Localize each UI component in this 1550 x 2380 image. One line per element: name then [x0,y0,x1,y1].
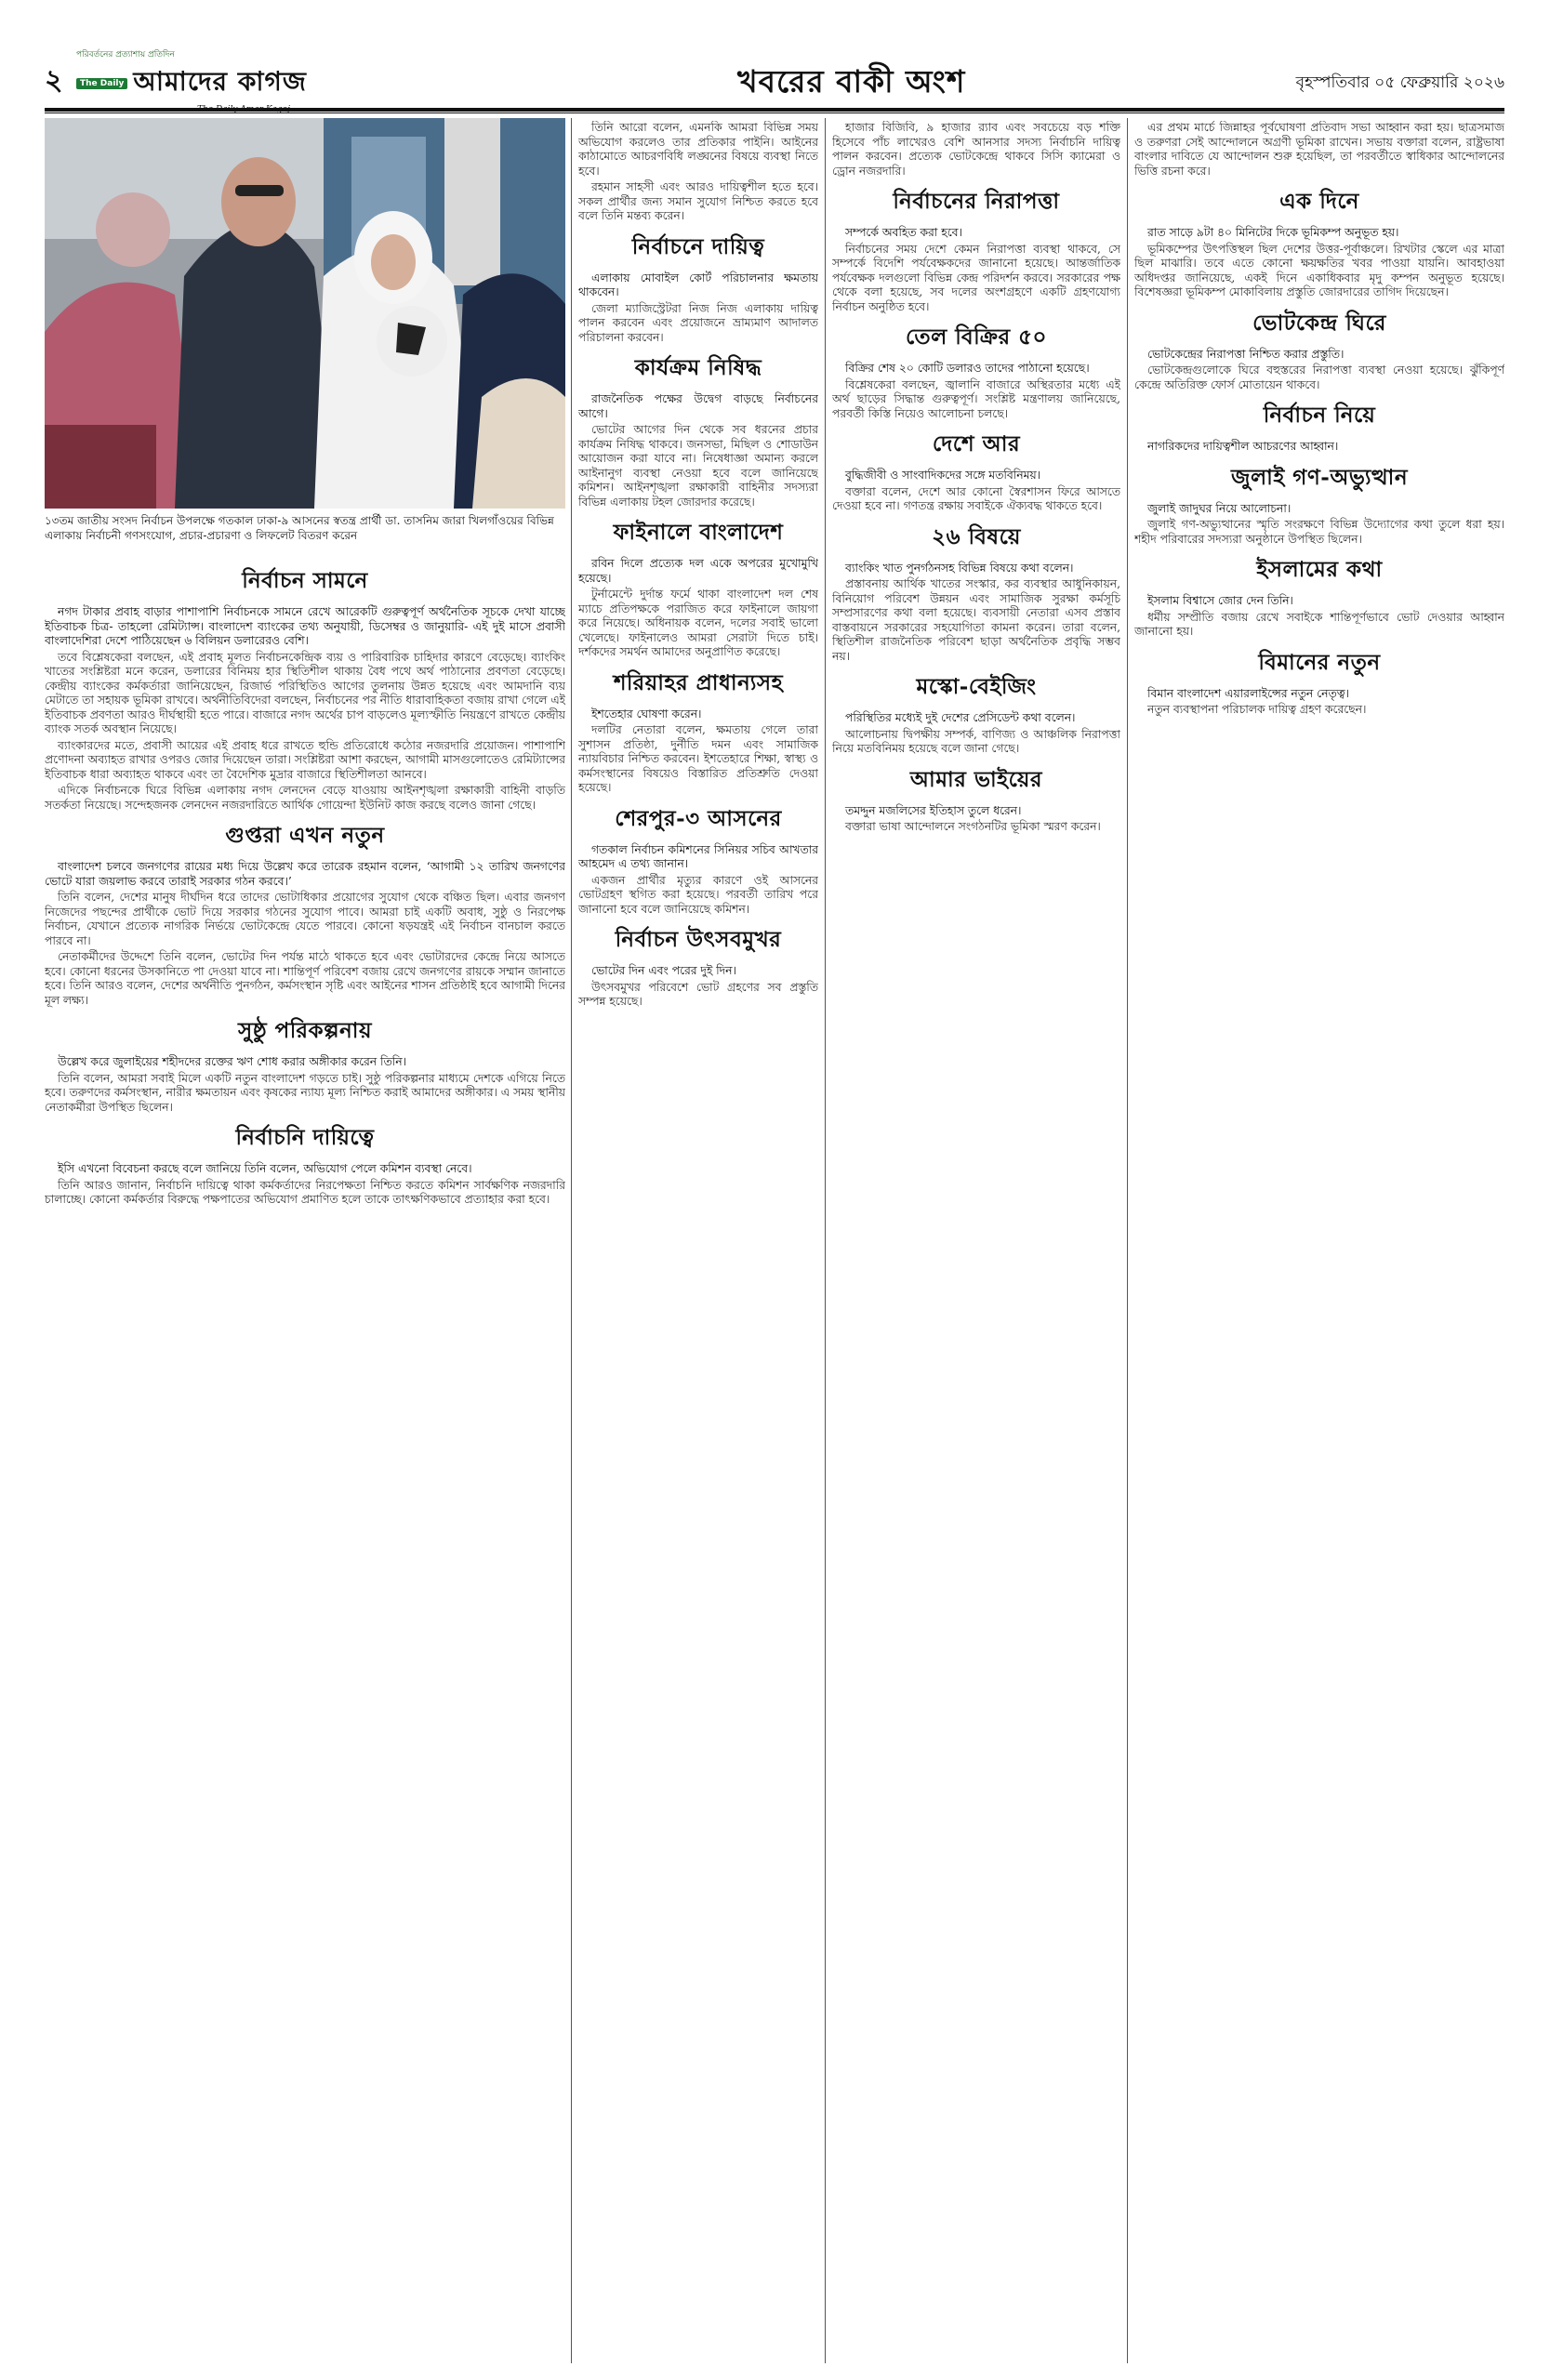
article: ভোটকেন্দ্র ঘিরে ভোটকেন্দ্রের নিরাপত্তা নিশ্চিত করার প্রস্তুতি। ভোটকেন্দ্রগুলোকে ঘিরে বহুস্তরের নিরাপত্তা ব্যবস্থা নেওয়া হয়েছে। ঝুঁকিপূর্ণ কেন্দ্রে অতিরিক্ত ফোর্স মোতায়েন থাকবে। [1134,306,1504,393]
article-text: রাত সাড়ে ৯টা ৪০ মিনিটের দিকে ভূমিকম্প অনুভূত হয়। [1147,226,1399,239]
article-text: নাগরিকদের দায়িত্বশীল আচরণের আহ্বান। [1147,440,1339,453]
article-headline[interactable]: বিমানের নতুন [1258,649,1381,675]
article-text: ভোটকেন্দ্রের নিরাপত্তা নিশ্চিত করার প্রস্তুতি। [1147,347,1345,361]
column-2: তিনি আরো বলেন, এমনকি আমরা বিভিন্ন সময় অভিযোগ করলেও তার প্রতিকার পাইনি। আইনের কাঠামোতে আচরণবিধি লঙ্ঘনের বিষয়ে ব্যবস্থা নিতে হবে। রহমান সাহসী এবং আরও দায়িত্বশীল হতে হবে। সকল প্রার্থীর জন্য সমান সুযোগ নিশ্চিত করতে হবে বলে তিনি মন্তব্য করেন। নির্বাচনে দায়িত্ব এলাকায় মোবাইল কোর্ট পরিচালনার ক্ষমতায় থাকবেন। জেলা ম্যাজিস্ট্রেটরা নিজ নিজ এলাকায় দায়িত্ব পালন করবেন এবং প্রয়োজনে ভ্রাম্যমাণ আদালত পরিচালনা করবেন। কার্যক্রম নিষিদ্ধ রাজনৈতিক পক্ষের উদ্বেগ বাড়ছে নির্বাচনের আগে। ভোটের আগের দিন থেকে সব ধরনের প্রচার কার্যক্রম নিষিদ্ধ থাকবে। জনসভা, মিছিল ও শোডাউন আয়োজন করা যাবে না। নিষেধাজ্ঞা অমান্য করলে আইনানুগ ব্যবস্থা নেওয়া হবে বলে জানিয়েছে কমিশন। আইনশৃঙ্খলা রক্ষাকারী বাহিনীর সদস্যরা বিভিন্ন এলাকায় টহল জোরদার করেছে। ফাইনালে বাংলাদেশ রবিন দিলে প্রত্যেক দল একে অপরের মুখোমুখি হয়েছে। টুর্নামেন্টে দুর্দান্ত ফর্মে থাকা বাংলাদেশ দল শেষ ম্যাচে প্রতিপক্ষকে পরাজিত করে ফাইনালে জায়গা করে নিয়েছে। অধিনায়ক বলেন, দলের সবাই ভালো খেলেছে। ফাইনালেও আমরা সেরাটা দিতে চাই। দর্শকদের সমর্থন আমাদের অনুপ্রাণিত করেছে। শরিয়াহর প্রাধান্যসহ ইশতেহার ঘোষণা করেন। দলটির নেতারা বলেন, ক্ষমতায় গেলে তারা সুশাসন প্রতিষ্ঠা, দুর্নীতি দমন এবং সামাজিক ন্যায়বিচার নিশ্চিত করবেন। ইশতেহারে শিক্ষা, স্বাস্থ্য ও কর্মসংস্থানের বিষয়েও বিস্তারিত প্রতিশ্রুতি দেওয়া হয়েছে। শেরপুর-৩ আসনের গতকাল নির্বাচন কমিশনের সিনিয়র সচিব আখতার আহমেদ এ তথ্য জানান। একজন প্রার্থীর মৃত্যুর কারণে ওই আসনের ভোটগ্রহণ স্থগিত করা হয়েছে। পরবর্তী তারিখ পরে জানানো হবে বলে জানিয়েছে কমিশন। নির্বাচন উৎসবমুখর ভোটের দিন এবং পরের দুই দিন। উৎসবমুখর পরিবেশে ভোট গ্রহণের সব প্রস্তুতি সম্পন্ন হয়েছে। [578,121,818,1008]
article-text: বাংলাদেশ চলবে জনগণের রায়ের মধ্য দিয়ে উল্লেখ করে তারেক রহমান বলেন, ‘আগামী ১২ তারিখ জনগণের ভোটে যারা জয়লাভ করবে তারাই সরকার গঠন করবে।’ [45,860,565,888]
article-headline[interactable]: নির্বাচন উৎসবমুখর [615,927,782,952]
article: ফাইনালে বাংলাদেশ রবিন দিলে প্রত্যেক দল একে অপরের মুখোমুখি হয়েছে। টুর্নামেন্টে দুর্দান্ত ফর্মে থাকা বাংলাদেশ দল শেষ ম্যাচে প্রতিপক্ষকে পরাজিত করে ফাইনালে জায়গা করে নিয়েছে। অধিনায়ক বলেন, দলের সবাই ভালো খেলেছে। ফাইনালেও আমরা সেরাটা দিতে চাই। দর্শকদের সমর্থন আমাদের অনুপ্রাণিত করেছে। [578,515,818,660]
article-headline[interactable]: নির্বাচন নিয়ে [1263,403,1376,428]
article: বিমানের নতুন বিমান বাংলাদেশ এয়ারলাইন্সের নতুন নেতৃত্ব। নতুন ব্যবস্থাপনা পরিচালক দায়িত্ব গ্রহণ করেছেন। [1134,645,1504,718]
column-divider [825,118,826,2363]
article-headline[interactable]: মস্কো-বেইজিং [916,674,1037,699]
article-headline[interactable]: কার্যক্রম নিষিদ্ধ [634,355,762,380]
article-headline[interactable]: ২৬ বিষয়ে [932,523,1021,549]
article-headline[interactable]: নির্বাচন সামনে [242,568,368,593]
article: মস্কো-বেইজিং পরিস্থিতির মধ্যেই দুই দেশের প্রেসিডেন্ট কথা বলেন। আলোচনায় দ্বিপক্ষীয় সম্পর্ক, বাণিজ্য ও আঞ্চলিক নিরাপত্তা নিয়ে মতবিনিময় হয়েছে বলে জানা গেছে। [832,669,1120,757]
article-headline[interactable]: সুষ্ঠু পরিকল্পনায় [238,1018,372,1043]
article-text: ইশতেহার ঘোষণা করেন। [591,707,702,721]
article-headline[interactable]: শরিয়াহর প্রাধান্যসহ [613,669,784,695]
article-text: তমদ্দুন মজলিসের ইতিহাস তুলে ধরেন। [845,803,1022,817]
article-headline[interactable]: নির্বাচনের নিরাপত্তা [893,189,1060,214]
logo-box: The Daily [76,78,127,89]
article-headline[interactable]: ফাইনালে বাংলাদেশ [613,520,784,545]
column-3: হাজার বিজিবি, ৯ হাজার র‍্যাব এবং সবচেয়ে বড় শক্তি হিসেবে পাঁচ লাখেরও বেশি আনসার সদস্য নির্বাচনি দায়িত্ব পালন করবেন। প্রত্যেক ভোটকেন্দ্রে থাকবে সিসি ক্যামেরা ও ড্রোন নজরদারি। নির্বাচনের নিরাপত্তা সম্পর্কে অবহিত করা হবে। নির্বাচনের সময় দেশে কেমন নিরাপত্তা ব্যবস্থা থাকবে, সে সম্পর্কে বিদেশি পর্যবেক্ষকদের জানানো হয়েছে। আন্তর্জাতিক পর্যবেক্ষক দলগুলো বিভিন্ন কেন্দ্র পরিদর্শন করবে। সরকারের পক্ষ থেকে বলা হয়েছে, সব দলের অংশগ্রহণে একটি গ্রহণযোগ্য নির্বাচন অনুষ্ঠিত হবে। তেল বিক্রির ৫০ বিক্রির শেষ ২০ কোটি ডলারও তাদের পাঠানো হয়েছে। বিশ্লেষকেরা বলছেন, জ্বালানি বাজারে অস্থিরতার মধ্যে এই অর্থ ছাড়ের সিদ্ধান্ত গুরুত্বপূর্ণ। সংশ্লিষ্ট মন্ত্রণালয় জানিয়েছে, পরবর্তী কিস্তি নিয়েও আলোচনা চলছে। দেশে আর বুদ্ধিজীবী ও সাংবাদিকদের সঙ্গে মতবিনিময়। বক্তারা বলেন, দেশে আর কোনো স্বৈরশাসন ফিরে আসতে দেওয়া হবে না। গণতন্ত্র রক্ষায় সবাইকে ঐক্যবদ্ধ থাকতে হবে। ২৬ বিষয়ে ব্যাংকিং খাত পুনর্গঠনসহ বিভিন্ন বিষয়ে কথা বলেন। প্রস্তাবনায় আর্থিক খাতের সংস্কার, কর ব্যবস্থার আধুনিকায়ন, বিনিয়োগ পরিবেশ উন্নয়ন এবং সামাজিক সুরক্ষা কর্মসূচি সম্প্রসারণের কথা বলা হয়েছে। ব্যবসায়ী নেতারা এসব প্রস্তাব বাস্তবায়নে সরকারের সহযোগিতা কামনা করেন। তারা বলেন, স্থিতিশীল রাজনৈতিক পরিবেশ ছাড়া অর্থনৈতিক প্রবৃদ্ধি সম্ভব নয়। মস্কো-বেইজিং পরিস্থিতির মধ্যেই দুই দেশের প্রেসিডেন্ট কথা বলেন। আলোচনায় দ্বিপক্ষীয় সম্পর্ক, বাণিজ্য ও আঞ্চলিক নিরাপত্তা নিয়ে মতবিনিময় হয়েছে বলে জানা গেছে। আমার ভাইয়ের তমদ্দুন মজলিসের ইতিহাস তুলে ধরেন। বক্তারা ভাষা আন্দোলনে সংগঠনটির ভূমিকা স্মরণ করেন। [832,121,1120,833]
article-text: পরিস্থিতির মধ্যেই দুই দেশের প্রেসিডেন্ট কথা বলেন। [845,711,1076,724]
article-headline[interactable]: গুপ্তরা এখন নতুন [225,823,385,848]
news-photo [45,118,565,509]
article-text: বিক্রির শেষ ২০ কোটি ডলারও তাদের পাঠানো হয়েছে। [845,362,1090,375]
article-text: উল্লেখ করে জুলাইয়ের শহীদদের রক্তের ঋণ শোধ করার অঙ্গীকার করেন তিনি। [58,1055,407,1068]
column-1 [45,558,565,2363]
column-divider [1127,118,1128,2363]
page-number: ২ [45,63,63,97]
article-headline[interactable]: ভোটকেন্দ্র ঘিরে [1252,310,1386,336]
article-headline[interactable]: নির্বাচনি দায়িত্বে [235,1125,375,1150]
article-text: ইসলাম বিশ্বাসে জোর দেন তিনি। [1147,594,1293,607]
article: কার্যক্রম নিষিদ্ধ রাজনৈতিক পক্ষের উদ্বেগ বাড়ছে নির্বাচনের আগে। ভোটের আগের দিন থেকে সব ধরনের প্রচার কার্যক্রম নিষিদ্ধ থাকবে। জনসভা, মিছিল ও শোডাউন আয়োজন করা যাবে না। নিষেধাজ্ঞা অমান্য করলে আইনানুগ ব্যবস্থা নেওয়া হবে বলে জানিয়েছে কমিশন। আইনশৃঙ্খলা রক্ষাকারী বাহিনীর সদস্যরা বিভিন্ন এলাকায় টহল জোরদার করেছে। [578,350,818,509]
column-divider [571,118,572,2363]
article: শরিয়াহর প্রাধান্যসহ ইশতেহার ঘোষণা করেন। দলটির নেতারা বলেন, ক্ষমতায় গেলে তারা সুশাসন প্রতিষ্ঠা, দুর্নীতি দমন এবং সামাজিক ন্যায়বিচার নিশ্চিত করবেন। ইশতেহারে শিক্ষা, স্বাস্থ্য ও কর্মসংস্থানের বিষয়েও বিস্তারিত প্রতিশ্রুতি দেওয়া হয়েছে। [578,666,818,796]
article: জুলাই গণ-অভ্যুত্থান জুলাই জাদুঘর নিয়ে আলোচনা। জুলাই গণ-অভ্যুত্থানের স্মৃতি সংরক্ষণে বিভিন্ন উদ্যোগের কথা তুলে ধরা হয়। শহীদ পরিবারের সদস্যরা অনুষ্ঠানে উপস্থিত ছিলেন। [1134,460,1504,548]
article-headline[interactable]: দেশে আর [932,431,1021,456]
article-text: ব্যাংকিং খাত পুনর্গঠনসহ বিভিন্ন বিষয়ে কথা বলেন। [845,561,1074,575]
masthead [45,50,1504,104]
article-headline[interactable]: নির্বাচনে দায়িত্ব [631,233,765,259]
article-text: ইসি এখনো বিবেচনা করছে বলে জানিয়ে তিনি বলেন, অভিযোগ পেলে কমিশন ব্যবস্থা নেবে। [58,1162,472,1175]
article: তেল বিক্রির ৫০ বিক্রির শেষ ২০ কোটি ডলারও তাদের পাঠানো হয়েছে। বিশ্লেষকেরা বলছেন, জ্বালানি বাজারে অস্থিরতার মধ্যে এই অর্থ ছাড়ের সিদ্ধান্ত গুরুত্বপূর্ণ। সংশ্লিষ্ট মন্ত্রণালয় জানিয়েছে, পরবর্তী কিস্তি নিয়েও আলোচনা চলছে। [832,320,1120,421]
article-headline[interactable]: তেল বিক্রির ৫০ [906,324,1047,350]
issue-date: বৃহস্পতিবার ০৫ ফেব্রুয়ারি ২০২৬ [1295,73,1504,92]
newspaper-logo[interactable] [76,47,307,114]
article-text: গতকাল নির্বাচন কমিশনের সিনিয়র সচিব আখতার আহমেদ এ তথ্য জানান। [578,842,818,870]
article: নির্বাচনের নিরাপত্তা সম্পর্কে অবহিত করা হবে। নির্বাচনের সময় দেশে কেমন নিরাপত্তা ব্যবস্থা থাকবে, সে সম্পর্কে বিদেশি পর্যবেক্ষকদের জানানো হয়েছে। আন্তর্জাতিক পর্যবেক্ষক দলগুলো বিভিন্ন কেন্দ্র পরিদর্শন করবে। সরকারের পক্ষ থেকে বলা হয়েছে, সব দলের অংশগ্রহণে একটি গ্রহণযোগ্য নির্বাচন অনুষ্ঠিত হবে। [832,184,1120,314]
article-headline[interactable]: এক দিনে [1279,189,1359,214]
article: ইসলামের কথা ইসলাম বিশ্বাসে জোর দেন তিনি। ধর্মীয় সম্প্রীতি বজায় রেখে সবাইকে শান্তিপূর্ণভাবে ভোট দেওয়ার আহ্বান জানানো হয়। [1134,552,1504,640]
article-text: রাজনৈতিক পক্ষের উদ্বেগ বাড়ছে নির্বাচনের আগে। [578,392,818,420]
article-text: জুলাই জাদুঘর নিয়ে আলোচনা। [1147,501,1292,515]
article-headline[interactable]: জুলাই গণ-অভ্যুত্থান [1230,464,1409,490]
photo-caption: ১৩তম জাতীয় সংসদ নির্বাচন উপলক্ষে গতকাল ঢাকা-৯ আসনের স্বতন্ত্র প্রার্থী ডা. তাসনিম জারা খিলগাঁওয়ের বিভিন্ন এলাকায় নির্বাচনী গণসংযোগ, প্রচার-প্রচারণা ও লিফলেট বিতরণ করেন [45,514,554,542]
article-text: বুদ্ধিজীবী ও সাংবাদিকদের সঙ্গে মতবিনিময়। [845,469,1041,482]
article: আমার ভাইয়ের তমদ্দুন মজলিসের ইতিহাস তুলে ধরেন। বক্তারা ভাষা আন্দোলনে সংগঠনটির ভূমিকা স্মরণ করেন। [832,762,1120,835]
logo-text: আমাদের কাগজ [133,66,307,97]
article: নির্বাচন উৎসবমুখর ভোটের দিন এবং পরের দুই দিন। উৎসবমুখর পরিবেশে ভোট গ্রহণের সব প্রস্তুতি সম্পন্ন হয়েছে। [578,922,818,1010]
article-headline[interactable]: ইসলামের কথা [1256,557,1383,582]
article: ২৬ বিষয়ে ব্যাংকিং খাত পুনর্গঠনসহ বিভিন্ন বিষয়ে কথা বলেন। প্রস্তাবনায় আর্থিক খাতের সংস্কার, কর ব্যবস্থার আধুনিকায়ন, বিনিয়োগ পরিবেশ উন্নয়ন এবং সামাজিক সুরক্ষা কর্মসূচি সম্প্রসারণের কথা বলা হয়েছে। ব্যবসায়ী নেতারা এসব প্রস্তাব বাস্তবায়নে সরকারের সহযোগিতা কামনা করেন। তারা বলেন, স্থিতিশীল রাজনৈতিক পরিবেশ ছাড়া অর্থনৈতিক প্রবৃদ্ধি সম্ভব নয়। [832,520,1120,665]
article: নির্বাচনি দায়িত্বে ইসি এখনো বিবেচনা করছে বলে জানিয়ে তিনি বলেন, অভিযোগ পেলে কমিশন ব্যবস্থা নেবে। তিনি আরও জানান, নির্বাচনি দায়িত্বে থাকা কর্মকর্তাদের নিরপেক্ষতা নিশ্চিত করতে কমিশন সার্বক্ষণিক নজরদারি চালাচ্ছে। কোনো কর্মকর্তার বিরুদ্ধে পক্ষপাতের অভিযোগ প্রমাণিত হলে তাকে তাৎক্ষণিকভাবে প্রত্যাহার করা হবে। [45,1120,565,1208]
article-text: নগদ টাকার প্রবাহ বাড়ার পাশাপাশি নির্বাচনকে সামনে রেখে আরেকটি গুরুত্বপূর্ণ অর্থনৈতিক সূচকে দেখা যাচ্ছে ইতিবাচক চিত্র- তাহলো রেমিট্যান্স। বাংলাদেশ ব্যাংকের তথ্য অনুযায়ী, ডিসেম্বর ও জানুয়ারি- এই দুই মাসে প্রবাসী বাংলাদেশিরা দেশে পাঠিয়েছেন ৬ বিলিয়ন ডলারেরও বেশি। [45,605,565,647]
article-text: এলাকায় মোবাইল কোর্ট পরিচালনার ক্ষমতায় থাকবেন। [578,271,818,298]
article: নির্বাচন সামনে নগদ টাকার প্রবাহ বাড়ার পাশাপাশি নির্বাচনকে সামনে রেখে আরেকটি গুরুত্বপূর্ণ অর্থনৈতিক সূচকে দেখা যাচ্ছে ইতিবাচক চিত্র- তাহলো রেমিট্যান্স। বাংলাদেশ ব্যাংকের তথ্য অনুযায়ী, ডিসেম্বর ও জানুয়ারি- এই দুই মাসে প্রবাসী বাংলাদেশিরা দেশে পাঠিয়েছেন ৬ বিলিয়ন ডলারেরও বেশি। তবে বিশ্লেষকেরা বলছেন, এই প্রবাহ মূলত নির্বাচনকেন্দ্রিক ব্যয় ও পারিবারিক চাহিদার কারণে বেড়েছে। ব্যাংকিং খাতের সংশ্লিষ্টরা মনে করেন, ডলারের বিনিময় হার স্থিতিশীল থাকায় বৈধ পথে অর্থ পাঠানোর প্রবণতা বেড়েছে। কেন্দ্রীয় ব্যাংকের কর্মকর্তারা জানিয়েছেন, রিজার্ভ পরিস্থিতিও আগের তুলনায় উন্নত হয়েছে এবং আমদানি ব্যয় মেটাতে তা সহায়ক ভূমিকা রাখবে। অর্থনীতিবিদেরা বলছেন, নির্বাচনের পর নীতি ধারাবাহিকতা বজায় রাখা গেলে এই ইতিবাচক প্রবণতা আরও দীর্ঘস্থায়ী হতে পারে। বাজারে নগদ অর্থের চাপ বাড়লেও মূল্যস্ফীতি নিয়ন্ত্রণে রাখতে কেন্দ্রীয় ব্যাংক সতর্ক অবস্থান নিয়েছে। ব্যাংকারদের মতে, প্রবাসী আয়ের এই প্রবাহ ধরে রাখতে হুন্ডি প্রতিরোধে কঠোর নজরদারি প্রয়োজন। পাশাপাশি প্রণোদনা অব্যাহত রাখার ওপরও জোর দিয়েছেন তারা। সংশ্লিষ্টরা আশা করছেন, আগামী মাসগুলোতেও রেমিট্যান্সের ইতিবাচক ধারা অব্যাহত থাকবে এবং তা বৈদেশিক মুদ্রার বাজারে স্থিতিশীলতা আনবে। এদিকে নির্বাচনকে ঘিরে বিভিন্ন এলাকায় নগদ লেনদেন বেড়ে যাওয়ায় আইনশৃঙ্খলা রক্ষাকারী বাহিনী বাড়তি সতর্কতা নিয়েছে। সন্দেহজনক লেনদেন নজরদারিতে আর্থিক গোয়েন্দা ইউনিট কাজ করছে বলেও জানা গেছে। [45,563,565,813]
logo-tagline: পরিবর্তনের প্রত্যাশায় প্রতিদিন [76,50,175,60]
article: শেরপুর-৩ আসনের গতকাল নির্বাচন কমিশনের সিনিয়র সচিব আখতার আহমেদ এ তথ্য জানান। একজন প্রার্থীর মৃত্যুর কারণে ওই আসনের ভোটগ্রহণ স্থগিত করা হয়েছে। পরবর্তী তারিখ পরে জানানো হবে বলে জানিয়েছে কমিশন। [578,801,818,918]
article-headline[interactable]: আমার ভাইয়ের [909,766,1043,792]
section-title: খবরের বাকী অংশ [737,63,966,99]
article-text: সম্পর্কে অবহিত করা হবে। [845,226,962,239]
column-4: এর প্রথম মার্চে জিন্নাহর পূর্বঘোষণা প্রতিবাদ সভা আহ্বান করা হয়। ছাত্রসমাজ ও তরুণরা সেই আন্দোলনে অগ্রণী ভূমিকা রাখেন। সভায় বক্তারা বলেন, রাষ্ট্রভাষা বাংলার দাবিতে যে আন্দোলন শুরু হয়েছিল, তা পরবর্তীতে স্বাধিকার আন্দোলনের ভিত্তি রচনা করে। এক দিনে রাত সাড়ে ৯টা ৪০ মিনিটের দিকে ভূমিকম্প অনুভূত হয়। ভূমিকম্পের উৎপত্তিস্থল ছিল দেশের উত্তর-পূর্বাঞ্চলে। রিখটার স্কেলে এর মাত্রা ছিল মাঝারি। তবে এতে কোনো ক্ষয়ক্ষতির খবর পাওয়া যায়নি। আবহাওয়া অধিদপ্তর জানিয়েছে, একই দিনে একাধিকবার মৃদু কম্পন অনুভূত হয়েছে। বিশেষজ্ঞরা ভূমিকম্প মোকাবিলায় প্রস্তুতি জোরদারের তাগিদ দিয়েছেন। ভোটকেন্দ্র ঘিরে ভোটকেন্দ্রের নিরাপত্তা নিশ্চিত করার প্রস্তুতি। ভোটকেন্দ্রগুলোকে ঘিরে বহুস্তরের নিরাপত্তা ব্যবস্থা নেওয়া হয়েছে। ঝুঁকিপূর্ণ কেন্দ্রে অতিরিক্ত ফোর্স মোতায়েন থাকবে। নির্বাচন নিয়ে নাগরিকদের দায়িত্বশীল আচরণের আহ্বান। জুলাই গণ-অভ্যুত্থান জুলাই জাদুঘর নিয়ে আলোচনা। জুলাই গণ-অভ্যুত্থানের স্মৃতি সংরক্ষণে বিভিন্ন উদ্যোগের কথা তুলে ধরা হয়। শহীদ পরিবারের সদস্যরা অনুষ্ঠানে উপস্থিত ছিলেন। ইসলামের কথা ইসলাম বিশ্বাসে জোর দেন তিনি। ধর্মীয় সম্প্রীতি বজায় রেখে সবাইকে শান্তিপূর্ণভাবে ভোট দেওয়ার আহ্বান জানানো হয়। বিমানের নতুন বিমান বাংলাদেশ এয়ারলাইন্সের নতুন নেতৃত্ব। নতুন ব্যবস্থাপনা পরিচালক দায়িত্ব গ্রহণ করেছেন। [1134,121,1504,716]
article [1134,398,1504,455]
article: গুপ্তরা এখন নতুন বাংলাদেশ চলবে জনগণের রায়ের মধ্য দিয়ে উল্লেখ করে তারেক রহমান বলেন, ‘আগামী ১২ তারিখ জনগণের ভোটে যারা জয়লাভ করবে তারাই সরকার গঠন করবে।’ তিনি বলেন, দেশের মানুষ দীর্ঘদিন ধরে তাদের ভোটাধিকার প্রয়োগের সুযোগ থেকে বঞ্চিত ছিল। এবার জনগণ নিজেদের পছন্দের প্রার্থীকে ভোট দিয়ে সরকার গঠনের সুযোগ পাবে। আমরা চাই একটি অবাধ, সুষ্ঠু ও নিরপেক্ষ নির্বাচন, যেখানে প্রত্যেক নাগরিক নির্ভয়ে ভোটকেন্দ্রে যেতে পারবে। কোনো ষড়যন্ত্রই এই নির্বাচন বানচাল করতে পারবে না। নেতাকর্মীদের উদ্দেশে তিনি বলেন, ভোটের দিন পর্যন্ত মাঠে থাকতে হবে এবং ভোটারদের কেন্দ্রে নিয়ে আসতে হবে। কোনো ধরনের উসকানিতে পা দেওয়া যাবে না। শান্তিপূর্ণ পরিবেশ বজায় রেখে জনগণের রায়কে সম্মান জানাতে হবে। তিনি আরও বলেন, দেশের অর্থনীতি পুনর্গঠন, কর্মসংস্থান সৃষ্টি এবং আইনের শাসন প্রতিষ্ঠাই হবে আগামী দিনের মূল লক্ষ্য। [45,818,565,1008]
header-rule-thin [45,112,1504,113]
article: দেশে আর বুদ্ধিজীবী ও সাংবাদিকদের সঙ্গে মতবিনিময়। বক্তারা বলেন, দেশে আর কোনো স্বৈরশাসন ফিরে আসতে দেওয়া হবে না। গণতন্ত্র রক্ষায় সবাইকে ঐক্যবদ্ধ থাকতে হবে। [832,427,1120,514]
header-rule [45,108,1504,112]
article: নির্বাচনে দায়িত্ব এলাকায় মোবাইল কোর্ট পরিচালনার ক্ষমতায় থাকবেন। জেলা ম্যাজিস্ট্রেটরা নিজ নিজ এলাকায় দায়িত্ব পালন করবেন এবং প্রয়োজনে ভ্রাম্যমাণ আদালত পরিচালনা করবেন। [578,230,818,346]
article: সুষ্ঠু পরিকল্পনায় উল্লেখ করে জুলাইয়ের শহীদদের রক্তের ঋণ শোধ করার অঙ্গীকার করেন তিনি। তিনি বলেন, আমরা সবাই মিলে একটি নতুন বাংলাদেশ গড়তে চাই। সুষ্ঠু পরিকল্পনার মাধ্যমে দেশকে এগিয়ে নিতে হবে। তরুণদের কর্মসংস্থান, নারীর ক্ষমতায়ন এবং কৃষকের ন্যায্য মূল্য নিশ্চিত করাই আমাদের অঙ্গীকার। এ সময় স্থানীয় নেতাকর্মীরা উপস্থিত ছিলেন। [45,1013,565,1115]
article: এক দিনে রাত সাড়ে ৯টা ৪০ মিনিটের দিকে ভূমিকম্প অনুভূত হয়। ভূমিকম্পের উৎপত্তিস্থল ছিল দেশের উত্তর-পূর্বাঞ্চলে। রিখটার স্কেলে এর মাত্রা ছিল মাঝারি। তবে এতে কোনো ক্ষয়ক্ষতির খবর পাওয়া যায়নি। আবহাওয়া অধিদপ্তর জানিয়েছে, একই দিনে একাধিকবার মৃদু কম্পন অনুভূত হয়েছে। বিশেষজ্ঞরা ভূমিকম্প মোকাবিলায় প্রস্তুতি জোরদারের তাগিদ দিয়েছেন। [1134,184,1504,300]
article-headline[interactable]: শেরপুর-৩ আসনের [615,805,782,831]
article-text: ভোটের দিন এবং পরের দুই দিন। [591,964,736,977]
article-text: রবিন দিলে প্রত্যেক দল একে অপরের মুখোমুখি হয়েছে। [578,557,818,585]
article-text: বিমান বাংলাদেশ এয়ারলাইন্সের নতুন নেতৃত্ব। [1147,686,1349,700]
news-photo-illustration [45,118,565,509]
